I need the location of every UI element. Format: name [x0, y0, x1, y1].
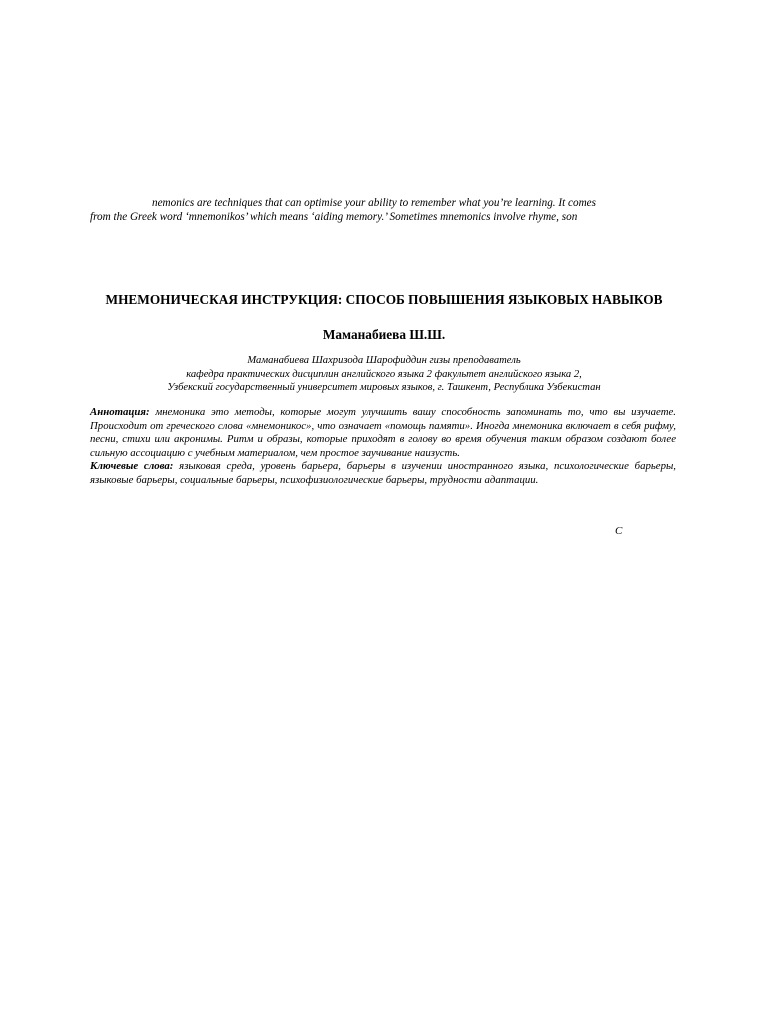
epigraph-line-1: nemonics are techniques that can optimise your ability to remember what you’re learning. It comes — [152, 197, 596, 209]
stray-character: С — [615, 525, 623, 537]
keywords-paragraph — [90, 460, 676, 487]
abstract-block — [90, 406, 676, 488]
abstract-paragraph — [90, 406, 676, 460]
epigraph-line-2: from the Greek word ‘mnemonikos’ which means ‘aiding memory.’ Sometimes mnemonics involve rhyme, son — [90, 211, 578, 223]
article-title: МНЕМОНИЧЕСКАЯ ИНСТРУКЦИЯ: СПОСОБ ПОВЫШЕНИЯ ЯЗЫКОВЫХ НАВЫКОВ — [105, 292, 663, 307]
affiliation-line-3: Узбекский государственный университет мировых языков, г. Ташкент, Республика Узбекистан — [167, 382, 601, 393]
keywords-text: языковая среда, уровень барьера, барьеры в изучении иностранного языка, психологические барьеры, языковые барьеры, социальные барьеры, психофизиологические барьеры, трудности адаптации. — [90, 460, 676, 486]
abstract-label: Аннотация: — [90, 406, 150, 418]
keywords-label: Ключевые слова: — [90, 460, 174, 473]
author-affiliation — [90, 354, 678, 395]
abstract-text: мнемоника это методы, которые могут улучшить вашу способность запоминать то, что вы изучаете. Происходит от греческого слова «мнемоникос», что означает «помощь памяти». Иногда мнемоника включает в себя рифму, песни, стихи или акронимы. Ритм и образы, которые приходят в голову во время обучения таким образом создают более сильную ассоциацию с учебным материалом, чем простое заучивание наизусть. — [90, 406, 676, 459]
affiliation-line-1: Маманабиева Шахризода Шарофиддин гизы преподаватель — [247, 355, 521, 366]
article-author: Маманабиева Ш.Ш. — [322, 327, 446, 342]
affiliation-line-2: кафедра практических дисциплин английского языка 2 факультет английского языка 2, — [186, 368, 582, 380]
epigraph — [90, 196, 690, 224]
